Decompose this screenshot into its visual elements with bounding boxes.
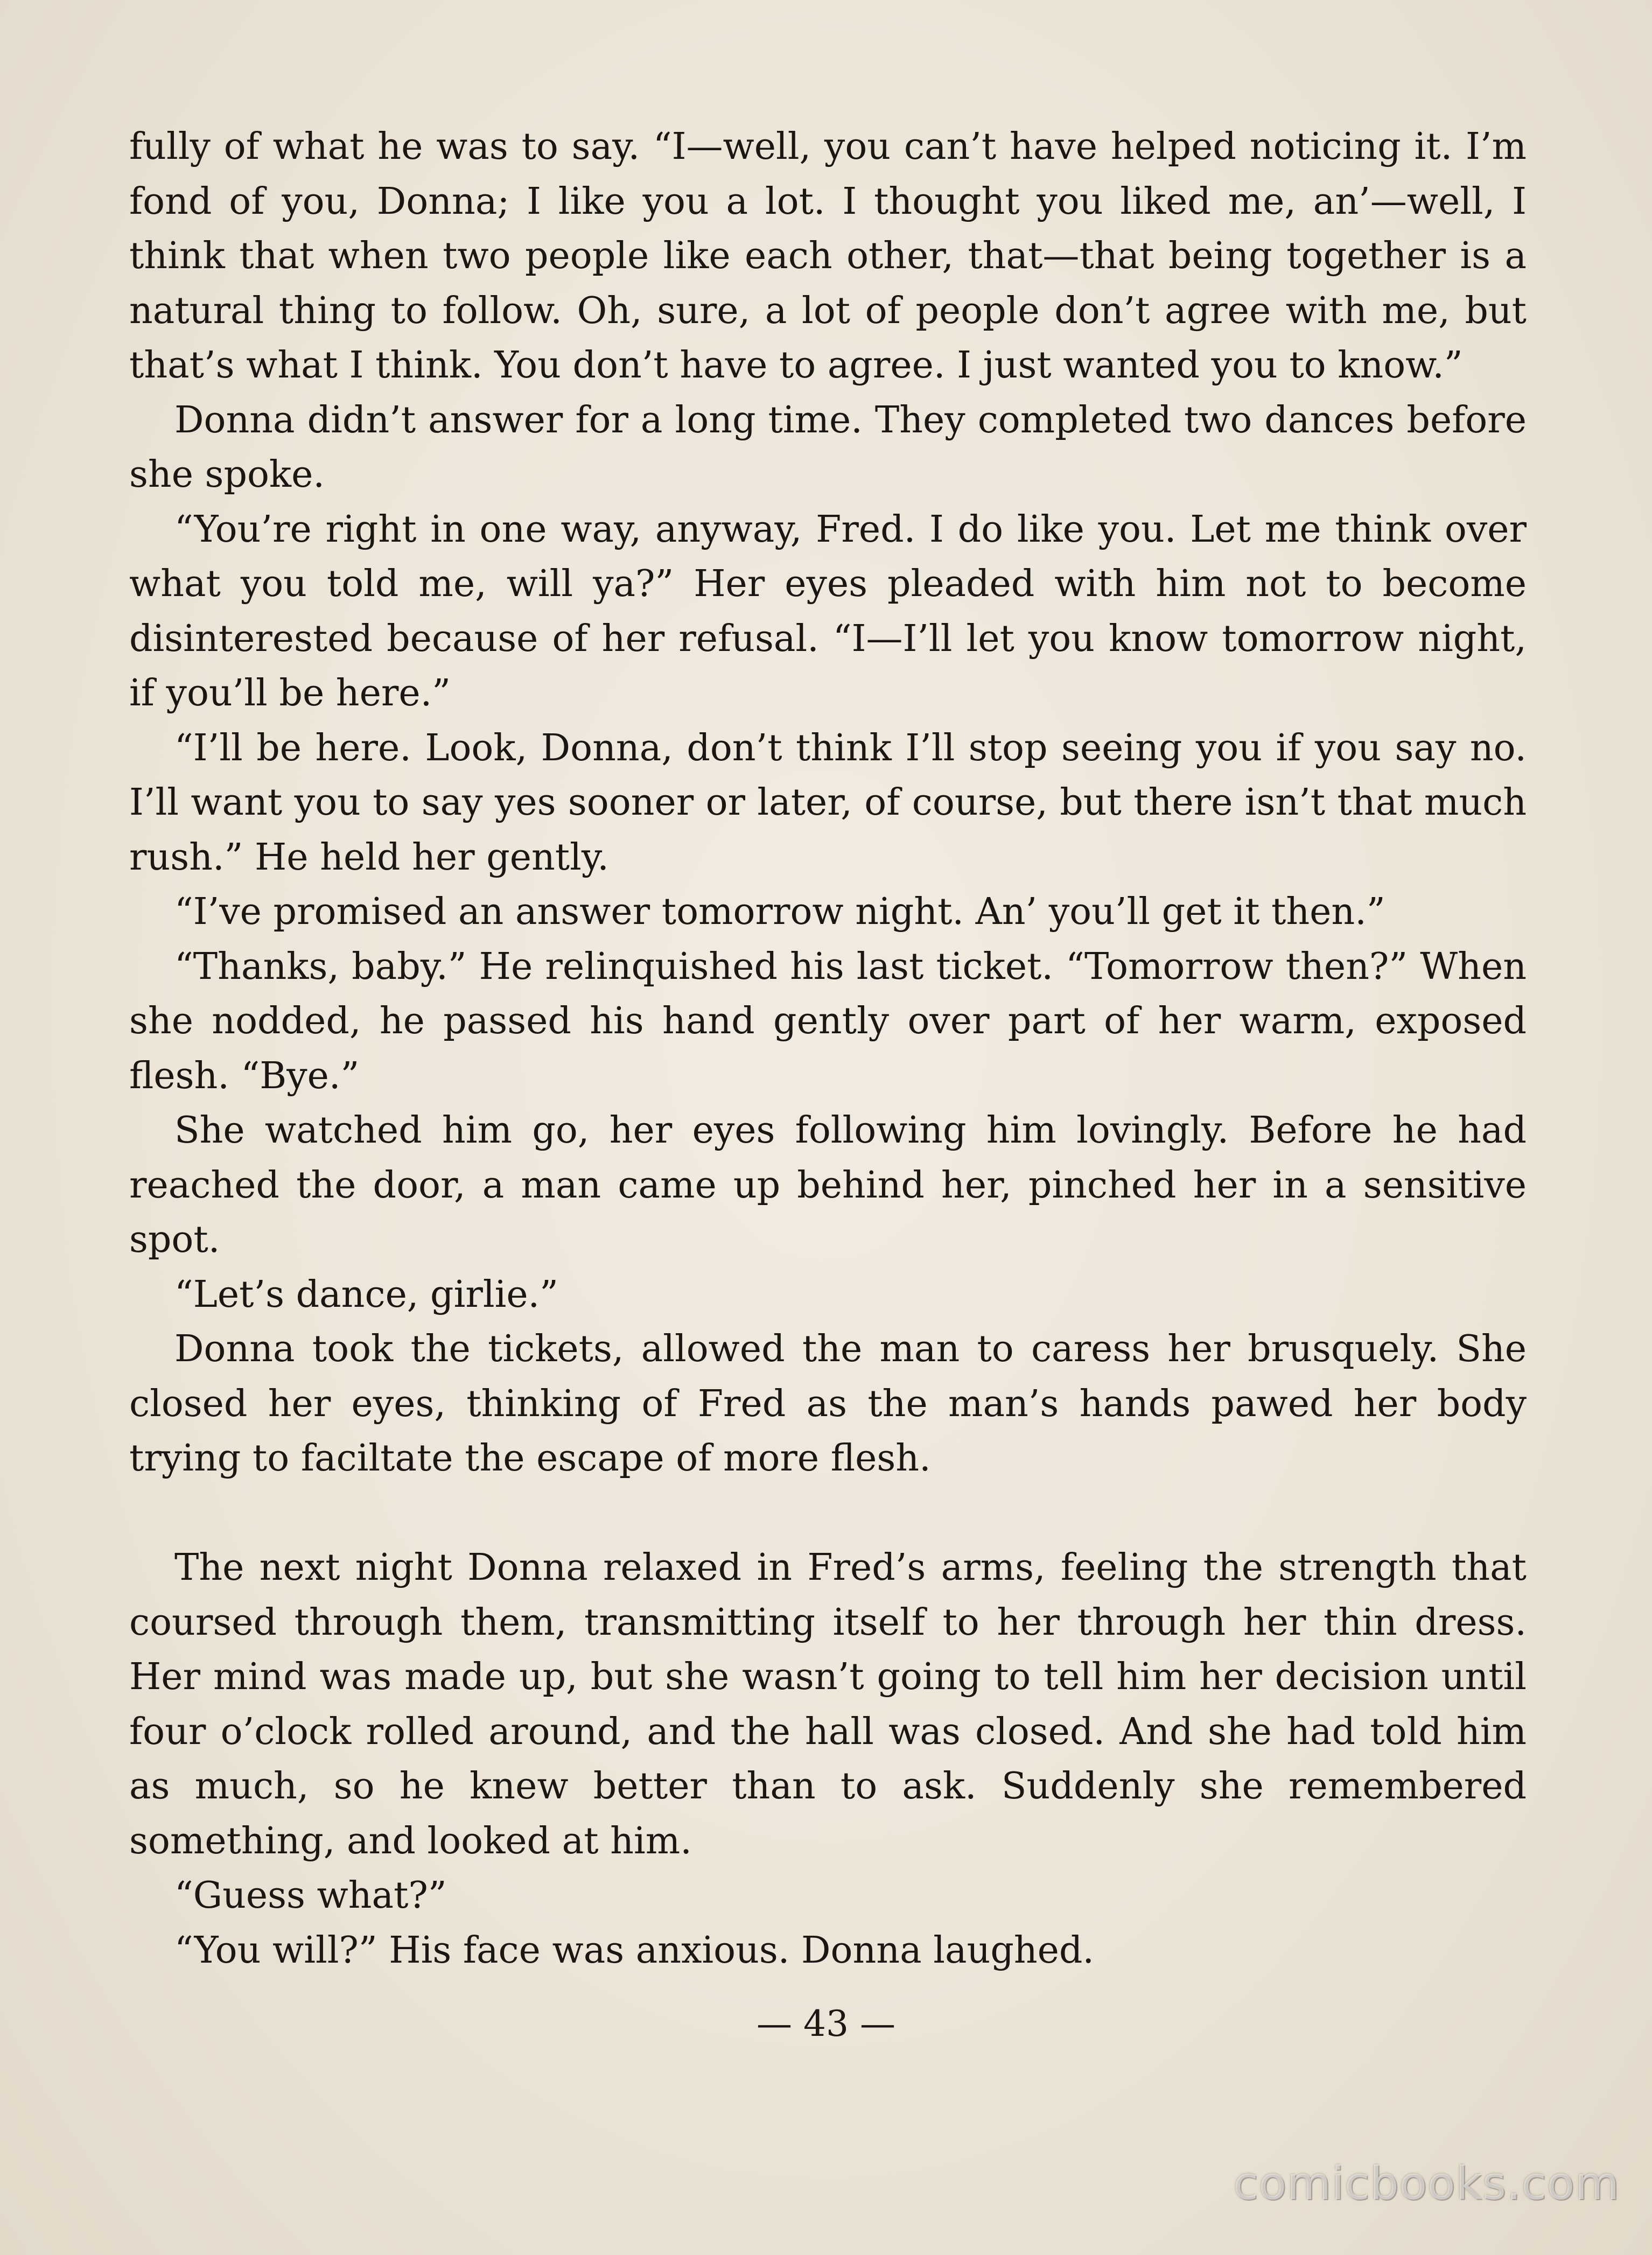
- paragraph-continuation: fully of what he was to say. “I—well, you can’t have helped noticing it. I’m fond of you, Donna; I like you a lot. I thought you liked me, an’—well, I think that when two people like each other, that—that being together is a natural thing to follow. Oh, sure, a lot of people don’t agree with me, but that’s what I think. You don’t have to agree. I just wanted you to know.”: [129, 125, 1527, 387]
- paragraph: “Guess what?”: [174, 1874, 447, 1917]
- watermark: comicbooks.com: [1233, 2157, 1620, 2210]
- paragraph: “I’ve promised an answer tomorrow night. An’ you’ll get it then.”: [174, 891, 1385, 933]
- paragraph: “Thanks, baby.” He relinquished his last ticket. “Tomorrow then?” When she nodded, he passed his hand gently over part of her warm, exposed flesh. “Bye.”: [129, 945, 1527, 1097]
- paragraph: Donna took the tickets, allowed the man to caress her brusquely. She closed her eyes, thinking of Fred as the man’s hands pawed her body trying to faciltate the escape of more flesh.: [129, 1328, 1527, 1480]
- page-number: — 43 —: [757, 2003, 895, 2044]
- paragraph: “Let’s dance, girlie.”: [174, 1273, 558, 1316]
- paragraph: She watched him go, her eyes following him lovingly. Before he had reached the door, a man came up behind her, pinched her in a sensitive spot.: [129, 1109, 1527, 1261]
- paragraph: Donna didn’t answer for a long time. They completed two dances before she spoke.: [129, 398, 1527, 496]
- paragraph: “You’re right in one way, anyway, Fred. I do like you. Let me think over what you told me, will ya?” Her eyes pleaded with him not to become disinterested because of her refusal. “I—I’ll let you know tomorrow night, if you’ll be here.”: [129, 508, 1527, 715]
- paragraph: “I’ll be here. Look, Donna, don’t think I’ll stop seeing you if you say no. I’ll want you to say yes sooner or later, of course, but there isn’t that much rush.” He held her gently.: [129, 726, 1527, 879]
- body-text: [129, 120, 1527, 1978]
- paragraph-section-start: The next night Donna relaxed in Fred’s arms, feeling the strength that coursed through them, transmitting itself to her through her thin dress. Her mind was made up, but she wasn’t going to tell him her decision until four o’clock rolled around, and the hall was closed. And she had told him as much, so he knew better than to ask. Suddenly she remembered something, and looked at him.: [129, 1546, 1527, 1862]
- paragraph: “You will?” His face was anxious. Donna laughed.: [174, 1929, 1095, 1972]
